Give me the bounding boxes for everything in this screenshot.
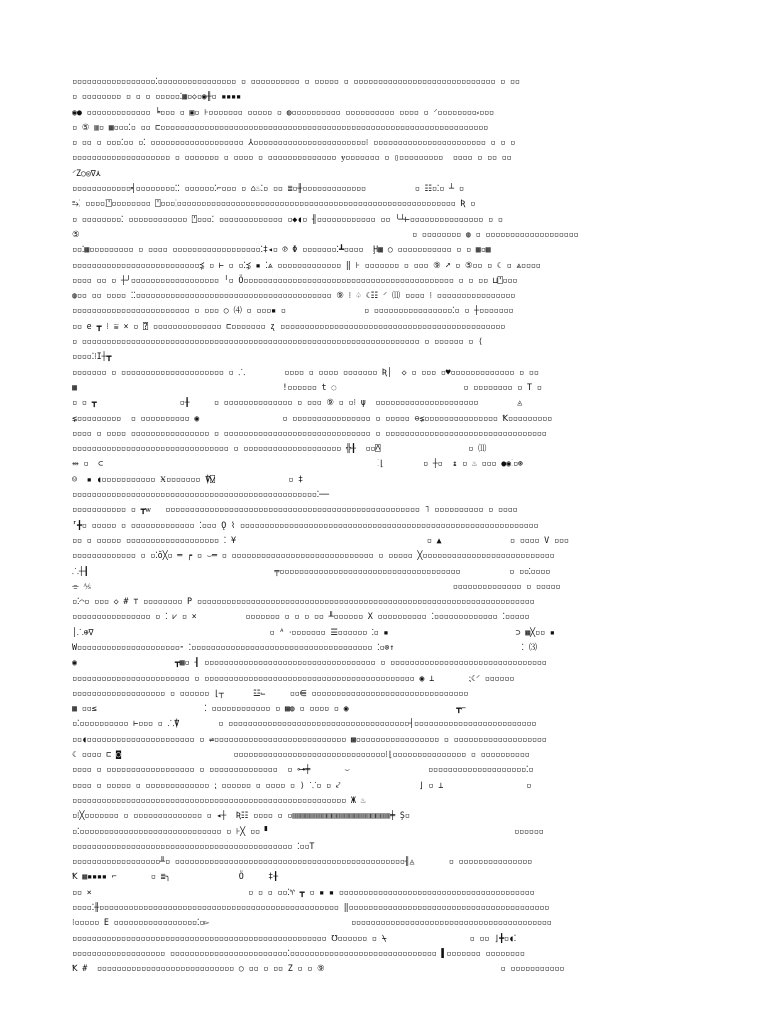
- text-line: ☾ ▫▫▫▫ ⊏ ◙ ▫▫▫▫▫▫▫▫▫▫▫▫▫▫▫▫▫▫▫▫▫▫▫▫▫▫▫▫▫▫▫⁝⌊▫▫▫▫▫▫▫▫▫▫▫▫▫▫▫ ▫ ▫▫▫▫▫▫▫▫▫▫: [72, 749, 530, 760]
- text-line: ▫▫▫▫▫▫▫▫▫▫▫ ▫ ┳ѡ ▫▫▫▫▫▫▫▫▫▫▫▫▫▫▫▫▫▫▫▫▫▫▫▫▫▫▫▫▫▫▫▫▫▫▫▫▫▫▫▫▫▫▫▫▫▫▫▫▫▫▫▫ ˥ ▫▫▫▫▫▫▫▫▫▫ ▫ ▫▫▫▫: [72, 504, 518, 515]
- text-line: ▫▫▫▫▫▫▫ ▫ ▫▫▫▫▫▫▫▫▫▫▫▫▫▫▫▫▫▫▫▫▫ ▫ ⸫ ▫▫▫▫ ▫ ▫▫▫▫ ▫▫▫▫▫▫▫ Ʀ│ ◇ ▫ ▫▫▫ ▫♥▫▫▫▫▫▫▫▫▫▫▫▫▫ ▫ ▫▫: [72, 366, 539, 377]
- text-line: ⋦▫▫▫▫▫▫▫▫▫ ▫ ▫▫▫▫▫▫▫▫▫▫ ◉ ▫ ▫▫▫▫▫▫▫▫▫▫▫▫▫▫▫▫ ▫ ▫▫▫▫▫ ⊖⋦▫▫▫▫▫▫▫▫▫▫▫▫▫▫▫ Ꝁ▫▫▫▫▫▫▫▫▫: [72, 412, 552, 423]
- text-line: ▫▫▫▫▫▫▫▫▫▫▫▫▫ ▫ ▫⁚ŏ╳▫ ═ ┍ ▫ ⌣═ ▫ ▫▫▫▫▫▫▫▫▫▫▫▫▫▫▫▫▫▫▫▫▫▫▫▫▫▫▫▫▫ ▫ ▫▫▫▫▫ ╳▫▫▫▫▫▫▫▫▫▫▫▫▫▫▫▫▫▫▫▫▫▫▫▫▫▫▫: [72, 550, 555, 561]
- text-line: ⸢╋▫ ▫▫▫▫▫ ▫ ▫▫▫▫▫▫▫▫▫▫▫▫▫ ⁚▫▫▫ Ǫ ⌇ ▫▫▫▫▫▫▫▫▫▫▫▫▫▫▫▫▫▫▫▫▫▫▫▫▫▫▫▫▫▫▫▫▫▫▫▫▫▫▫▫▫▫▫▫▫▫▫▫▫▫▫▫▫▫▫▫▫▫▫▫▫: [72, 519, 539, 530]
- text-line: ▫▫▫▫▫▫▫▫▫▫▫▫▫▫▫▫ ▫ ⁚ ⩗ ▫ × ▫▫▫▫▫▫▫ ▫ ▫ ▫ ▫▫ ╨▫▫▫▫▫▫ X ▫▫▫▫▫▫▫▫▫▫ ⁚▫▫▫▫▫▫▫▫▫▫▫▫▫ ⁚▫▫▫▫▫: [72, 611, 530, 622]
- text-line: ◉ ┳▦▫ ┨ ▫▫▫▫▫▫▫▫▫▫▫▫▫▫▫▫▫▫▫▫▫▫▫▫▫▫▫▫▫▫▫▫▫▫▫ ▫ ▫▫▫▫▫▫▫▫▫▫▫▫▫▫▫▫▫▫▫▫▫▫▫▫▫▫▫▫▫▫▫▫: [72, 657, 547, 668]
- text-line: ▦ ▫▫≤ ⁚ ▫▫▫▫▫▫▫▫▫▫▫▫ ▫ ▩◍ ▫ ▫▫▫▫ ▫ ◉ ┳⌐: [72, 703, 466, 714]
- text-line: ⑤ ▫ ▫▫▫▫▫▫▫▫ ◍ ▫ ▫▫▫▫▫▫▫▫▫▫▫▫▫▫▫▫▫▫▫: [72, 228, 579, 239]
- text-line: ▫ ▫▫▫▫▫▫▫▫ ▫ ▫ ▫ ▫▫▫▫▫⁚▦▫◇▫◉╫▫ ▪▪▪▪: [72, 91, 241, 102]
- text-line: ▫⁝╳▫▫▫▫▫▫▫ ▫ ▫▫▫▫▫▫▫▫▫▫▫▫▫▫ ▫ ◂┼ Ʀ☷ ▫▫▫▫ ▫ ▫▥▥▥▥▥▥▥▥▥▥▥▥▥▥▥▥▥▥▥▥╪ Ș▫: [72, 810, 410, 821]
- text-line: ◍▫▫ ▫▫ ▫▫▫▫ ⁚⁚▫▫▫▫▫▫▫▫▫▫▫▫▫▫▫▫▫▫▫▫▫▫▫▫▫▫▫▫▫▫▫▫▫▫▫▫▫▫▫▫ ⑨ ⁝ ♤ ☾☷ ⸍ ⑾ ▫▫▫▫ ⁝ ▫▫▫▫▫▫▫▫▫▫▫▫▫▫▫▫: [72, 290, 516, 301]
- text-line: ⥱⁚ ▫▫▫▫⁚⍞▫▫▫▫▫▫▫▫ ⍞▫▫▫⁚▫▫▫▫▫▫▫▫▫▫▫▫▫▫▫▫▫▫▫▫▫▫▫▫▫▫▫▫▫▫▫▫▫▫▫▫▫▫▫▫▫▫▫▫▫▫▫▫▫▫▫▫▫▫▫▫▫ Ʀ ▫: [72, 198, 476, 209]
- text-line: ▫▫▫▫▫▫▫▫▫▫▫▫╡▫▫▫▫▫▫▫▫⁚⁚ ▫▫▫▫▫▫⁚⌐▫▫▫ ▫ ⌂♨⁚▫ ▫▫ ≣▫╫▫▫▫▫▫▫▫▫▫▫▫▫▫ ▫ ☷▫⁚▫ ┴ ▫: [72, 183, 464, 194]
- text-line: ▫⁚▫▫▫▫▫▫▫▫▫▫▫▫▫▫▫▫▫▫▫▫▫▫▫▫▫▫▫▫▫ ▫ ⊦╳ ▫▫ ▘ ▫▫▫▫▫▫: [72, 825, 544, 836]
- text-line: ☹ ▪ ◖▫▫▫▫▫▫▫▫▫▫▫ Ӿ▫▫▫▫▫▫▫ ⍒⍌ ▫ ‡: [72, 473, 303, 484]
- text-line: ▫▫ ⨯ ▫ ▫ ▫ ▫▫⁚♈ ┳ ▫ ▪ ▪ ▫▫▫▫▫▫▫▫▫▫▫▫▫▫▫▫▫▫▫▫▫▫▫▫▫▫▫▫▫▫▫▫▫▫▫▫▫▫▫▫: [72, 886, 535, 897]
- text-line: ▫▫▫▫▫▫▫▫▫▫▫▫▫▫▫▫▫▫▫▫▫▫▫▫▫▫▫▫▫▫▫▫▫▫▫▫▫▫▫▫▫▫▫▫▫ ⁚▫▫T: [72, 840, 315, 851]
- text-line: ▫▫▫▫▫▫▫▫▫▫▫▫▫▫▫▫▫▫▫▫▫▫▫▫▫▫▫▫▫▫▫▫▫▫▫▫▫▫▫▫▫▫▫▫▫▫▫▫▫▫⁚──: [72, 489, 329, 500]
- text-line: ⥈ ▫ ⊂ ⁚⌊ ▫ ┼▫ ↨ ▫ ♨ ▫▫▫ ●◉⁚▫⊛: [72, 458, 523, 469]
- text-line: ▫▫▫▫ ▫ ▫▫▫▫▫▫▫▫▫▫▫▫▫▫▫▫▫▫ ▫ ▫▫▫▫▫▫▫▫▫▫▫▫▫▫ ▫ ⊶╪ ⌣ ▫▫▫▫▫▫▫▫▫▫▫▫▫▫▫▫▫▫▫▫⁚▫: [72, 764, 534, 775]
- text-line: ⸍Z○◎∇⋏: [72, 167, 101, 178]
- text-line: ▫▫▫▫⁚⁝I┼┳: [72, 351, 112, 362]
- text-line: ▫ ▫ ┳ ▫╂ ▫ ▫▫▫▫▫▫▫▫▫▫▫▫▫▫ ▫ ▫▫▫ ⑨ ▫ ▫⁝ ψ ▫▫▫▫▫▫▫▫▫▫▫▫▫▫▫▫▫▫▫▫▫ ◬: [72, 397, 523, 408]
- text-line: ▦ !▫▫▫▫▫▫ t ◌ ▫ ▫▫▫▫▫▫▫▫ ▫ T ▫: [72, 381, 542, 392]
- text-line: ⸫┼┨ ╤▫▫▫▫▫▫▫▫▫▫▫▫▫▫▫▫▫▫▫▫▫▫▫▫▫▫▫▫▫▫▫▫▫▫▫▫▫ ▫ ▫▫⁚▫▫▫▫: [72, 565, 551, 576]
- text-line: ▫▫▫▫▫▫▫▫▫▫▫▫▫▫▫▫▫▫╨▫ ▫▫▫▫▫▫▫▫▫▫▫▫▫▫▫▫▫▫▫▫▫▫▫▫▫▫▫▫▫▫▫▫▫▫▫▫▫▫▫▫▫▫▫▫▫▫▫╢◬ ▫ ▫▫▫▫▫▫▫▫▫▫▫▫▫▫▫: [72, 856, 532, 867]
- text-line: ▫ ▫▫ ▫ ▫▫▫⁚▫▫ ▫⁚ ▫▫▫▫▫▫▫▫▫▫▫▫▫▫▫▫▫▫▫ ⅄▫▫▫▫▫▫▫▫▫▫▫▫▫▫▫▫▫▫▫▫▫▫▫⁝ ▫▫▫▫▫▫▫▫▫▫▫▫▫▫▫▫▫▫▫▫▫▫▫ ▫ ▫ ▫: [72, 137, 516, 148]
- text-line: ⌯ ⅍ ▫▫▫▫▫▫▫▫▫▫▫▫▫▫ ▫ ▫▫▫▫▫: [72, 580, 561, 591]
- text-line: ▫⁚⌒▫ ▫▫▫ ◇ # ⊤ ▫▫▫▫▫▫▫▫ P ▫▫▫▫▫▫▫▫▫▫▫▫▫▫▫▫▫▫▫▫▫▫▫▫▫▫▫▫▫▫▫▫▫▫▫▫▫▫▫▫▫▫▫▫▫▫▫▫▫▫▫▫▫▫▫▫▫▫▫▫▫▫▫▫▫▫▫▫▫: [72, 596, 535, 607]
- text-line: ▫▫▫▫⁚╫▫▫▫▫▫▫▫▫▫▫▫▫▫▫▫▫▫▫▫▫▫▫▫▫▫▫▫▫▫▫▫▫▫▫▫▫▫▫▫▫▫▫▫▫▫▫▫▫▫ ‖▫▫▫▫▫▫▫▫▫▫▫▫▫▫▫▫▫▫▫▫▫▫▫▫▫▫▫▫▫▫▫▫▫▫▫▫▫▫▫▫▫: [72, 902, 550, 913]
- text-line: ▫▫▫▫▫▫▫▫▫▫▫▫▫▫▫▫▫▫▫▫▫▫▫▫▫▫▫▫▫▫▫▫▫▫▫▫▫▫▫▫▫▫▫▫▫▫▫▫▫▫▫▫▫▫▫▫ Ж ♨: [72, 794, 366, 805]
- text-line: ▫▫▫▫▫▫▫▫▫▫▫▫▫▫▫▫▫▫▫▫▫▫▫▫ ▫ ▫▫▫▫▫▫▫▫▫▫▫▫▫▫▫▫▫▫▫▫▫▫▫▫▫▫▫▫▫▫▫▫▫▫▫▫▫▫▫▫▫▫▫ ◉ ⊥ ⁏☾⸍ ▫▫▫▫▫▫: [72, 672, 515, 683]
- text-line: ▫▫▫▫▫▫▫▫▫▫▫▫▫▫▫▫▫▫▫▫ ▫ ▫▫▫▫▫▫▫ ▫ ▫▫▫▫ ▫ ▫▫▫▫▫▫▫▫▫▫▫▫▫▫ ɏ▫▫▫▫▫▫▫ ▫ ▯▫▫▫▫▫▫▫▫▫ ▫▫▫▫ ▫ ▫▫ ▫▫: [72, 152, 512, 163]
- text-line: │⸫⊕∇ ▫ ᴬ ⸱▫▫▫▫▫▫▫ ☰▫▫▫▫▫▫ ⁚▫ ▪ ⊃ ▩╳▫▫ ▪: [72, 626, 555, 637]
- text-line: ⁝▫▫▫▫▫ E ▫▫▫▫▫▫▫▫▫▫▫▫▫▫▫▫▫⁚▫▻ ▫▫▫▫▫▫▫▫▫▫▫▫▫▫▫▫▫▫▫▫▫▫▫▫▫▫▫▫▫▫▫▫▫▫▫▫▫▫▫▫▫: [72, 917, 552, 928]
- text-line: ▫▫ e ┳ ⁝ ⩸ × ▫ ⍰ ▫▫▫▫▫▫▫▫▫▫▫▫▫▫ ⊏▫▫▫▫▫▫▫ ʐ ▫▫▫▫▫▫▫▫▫▫▫▫▫▫▫▫▫▫▫▫▫▫▫▫▫▫▫▫▫▫▫▫▫▫▫▫▫▫▫▫▫▫▫▫▫▫: [72, 320, 506, 331]
- text-line: ▫▫▫▫ ▫ ▫▫▫▫ ▫▫▫▫▫▫▫▫▫▫▫▫▫▫▫▫ ▫ ▫▫▫▫▫▫▫▫▫▫▫▫▫▫▫▫▫▫▫▫▫▫▫▫▫▫▫▫▫▫ ▫ ▫▫▫▫▫▫▫▫▫▫▫▫▫▫▫▫▫▫▫▫▫▫▫▫▫▫▫▫▫▫▫▫▫: [72, 427, 547, 438]
- text-line: ▫▫▫▫▫▫▫▫▫▫▫▫▫▫▫▫▫▫▫▫▫▫▫▫ ▫ ▫▫▫ ○ ⑷ ▫ ▫▫▫▪ ▫ ▫ ▫▫▫▫▫▫▫▫▫▫▫▫▫▫▫▫⁚▫ ▫ ┼▫▫▫▫▫▫▫: [72, 305, 514, 316]
- text-line: ▫ ⑤ ▥▫ ▦▫▫▫⁚▫ ▫▫ ⊏▫▫▫▫▫▫▫▫▫▫▫▫▫▫▫▫▫▫▫▫▫▫▫▫▫▫▫▫▫▫▫▫▫▫▫▫▫▫▫▫▫▫▫▫▫▫▫▫▫▫▫▫▫▫▫▫▫▫▫▫▫▫▫▫▫▫▫: [72, 121, 488, 132]
- text-line: ▫▫▫▫▫▫▫▫▫▫▫▫▫▫▫▫▫▫▫▫▫▫▫▫▫▫▫▫▫▫▫▫▫▫▫▫▫▫▫▫▫▫▫▫▫▫▫▫▫▫▫▫ ℧▫▫▫▫▫▫ ▫ ⍀ ▫ ▫▫ ⌋╋▫◖⁚: [72, 932, 517, 943]
- text-line: ▫▫▫▫ ▫▫ ▫ ┼╯▫▫▫▫▫▫▫▫▫▫▫▫▫▫▫▫▫▫ ╵▫ Ö▫▫▫▫▫▫▫▫▫▫▫▫▫▫▫▫▫▫▫▫▫▫▫▫▫▫▫▫▫▫▫▫▫▫▫▫▫▫▫▫▫▫▫ ▫ ▫ ▫▫ ⊔⍞▫▫▫: [72, 274, 518, 285]
- document-body: [72, 74, 696, 974]
- text-line: ▫▫▫▫▫▫▫▫▫▫▫▫▫▫▫▫▫⁚▫▫▫▫▫▫▫▫▫▫▫▫▫▫▫▫ ▫ ▫▫▫▫▫▫▫▫▫▫ ▫ ▫▫▫▫▫ ▫ ▫▫▫▫▫▫▫▫▫▫▫▫▫▫▫▫▫▫▫▫▫▫▫▫▫▫▫▫▫ ▫ ▫▫: [72, 76, 520, 86]
- text-line: ▫⁚▫▫▫▫▫▫▫▫▫▫ ⊢▫▫▫ ▫ ⸫⍒ ▫ ▫▫▫▫▫▫▫▫▫▫▫▫▫▫▫▫▫▫▫▫▫▫▫▫▫▫▫▫▫▫▫▫▫▫▫▫▫┤▫▫▫▫▫▫▫▫▫▫▫▫▫▫▫▫▫▫▫▫▫▫▫▫▫: [72, 718, 537, 729]
- text-line: ▫▫▫▫▫▫▫▫▫▫▫▫▫▫▫▫▫▫▫▫▫▫▫▫▫▫▫▫▫▫▫▫ ▫ ▫▫▫▫▫▫▫▫▫▫▫▫▫▫▫▫▫▫▫▫ ╬╂ ▫▫⍓ ▫ ⑾: [72, 443, 487, 454]
- text-line: W▫▫▫▫▫▫▫▫▫▫▫▫▫▫▫▫▫▫▫▫▫⁃ ⁚▫▫▫▫▫▫▫▫▫▫▫▫▫▫▫▫▫▫▫▫▫▫▫▫▫▫▫▫▫▫▫▫▫▫▫▫▫ ⁚▫⊚↑ ⁚ ⑶: [72, 641, 537, 652]
- text-line: ◉● ▫▫▫▫▫▫▫▫▫▫▫▫▫ ╘▫▫▫ ▫ ▣▫ ⊦▫▫▫▫▫▫▫ ▫▫▫▫▫ ▫ ◍▫▫▫▫▫▫▫▫▫▫ ▫▫▫▫▫▫▫▫▫▫ ▫▫▫▫ ▫ ⸍▫▫▫▫▫▫▫▫⸗▫▫▫: [72, 106, 494, 117]
- text-line: ▫▫◖▫▫▫▫▫▫▫▫▫▫▫▫▫▫▫▫▫▫▫▫▫▫ ▫ ⇌▫▫▫▫▫▫▫▫▫▫▫▫▫▫▫▫▫▫▫▫▫▫▫▫▫▫▫ ▩▫▫▫▫▫▫▫▫▫▫▫▫▫▫▫▫▫ ▫ ▫▫▫▫▫▫▫▫▫▫▫▫▫▫▫▫▫▫▫: [72, 733, 547, 744]
- text-line: ▫▫⁚▦▫▫▫▫▫▫▫▫▫ ▫ ▫▫▫▫ ▫▫▫▫▫▫▫▫▫▫▫▫▫▫▫▫▫▫⁚‡◂▫ ℗ Φ ▫▫▫▫▫▫▫⁚┻▫▫▫▫ Ḩ▦ ○ ▫▫▫▫▫▫▫▫▫▫▫ ▫ ▫ ▦▫▦: [72, 244, 491, 255]
- text-line: ▫ ▫▫▫▫▫▫▫▫▫▫▫▫▫▫▫▫▫▫▫▫▫▫▫▫▫▫▫▫▫▫▫▫▫▫▫▫▫▫▫▫▫▫▫▫▫▫▫▫▫▫▫▫▫▫▫▫▫▫▫▫▫▫▫▫▫▫▫▫▫ ▫ ▫▫▫▫▫▫ ▫ ⟨: [72, 336, 483, 347]
- text-line: ▫▫▫▫▫▫▫▫▫▫▫▫▫▫▫▫▫▫▫ ▫▫▫▫▫▫▫▫▫▫▫▫▫▫▫▫▫▫▫▫▫▫▫▫⁚▫▫▫▫▫▫▫▫▫▫▫▫▫▫▫▫▫▫▫▫▫▫▫▫▫▫▫▫▫▫ ▌▫▫▫▫▫▫▫ ▫▫▫▫▫▫▫▫: [72, 947, 525, 958]
- text-line: ▫ ▫▫▫▫▫▫▫▫⁚ ▫▫▫▫▫▫▫▫▫▫▫▫ ⍞▫▫▫⁚ ▫▫▫▫▫▫▫▫▫▫▫▫▫ ▫◆◖▫ ╢▫▫▫▫▫▫▫▫▫▫▫▫ ▫▫ ╰┴⊢▫▫▫▫▫▫▫▫▫▫▫▫▫▫▫ ▫ ▫: [72, 213, 503, 224]
- text-line: Ꝁ # ▫▫▫▫▫▫▫▫▫▫▫▫▫▫▫▫▫▫▫▫▫▫▫▫▫▫▫▫ ○ ▫▫ ▫ ▫▫ Z ▫ ▫ ⑨ ▫ ▫▫▫▫▫▫▫▫▫▫▫: [72, 963, 565, 974]
- text-line: ▫▫▫▫▫▫▫▫▫▫▫▫▫▫▫▫▫▫▫▫▫▫▫▫▫▫⋨ ▫ ⊢ ▫ ▫⁚⋨ ▪ ⁚⩓ ▫▫▫▫▫▫▫▫▫▫▫▫▫ ‖ ⊦ ▫▫▫▫▫▫▫ ▫ ▫▫▫ ⑨ ➚ ▫ ⑤▫▫ ▫ ☾ ▫ ⩓▫▫▫▫: [72, 259, 541, 270]
- text-line: Ꝁ ▩▪▪▪▪ ⌐ ▫ ≣╮ Ö ‡╂: [72, 871, 278, 882]
- text-line: ▫▫▫▫▫▫▫▫▫▫▫▫▫▫▫▫▫▫▫ ▫ ▫▫▫▫▫▫ ⌊┬ ☳⌙ ▫▫⋹ ▫▫▫▫▫▫▫▫▫▫▫▫▫▫▫▫▫▫▫▫▫▫▫▫▫▫▫▫▫▫▫▫: [72, 687, 469, 698]
- text-line: ▫▫▫▫ ▫ ▫▫▫▫▫ ▫ ▫▫▫▫▫▫▫▫▫▫▫▫▫ ⁏ ▫▫▫▫▫▫ ▫ ▫▫▫▫ ▫ ⟩ ⸪▫ ▫ ⤦ ⌋ ▫ ⊥ ▫: [72, 779, 532, 790]
- text-line: ▫▫ ▫ ▫▫▫▫▫ ▫▫▫▫▫▫▫▫▫▫▫▫▫▫▫▫▫▫▫ ⁚ ¥ ▫ ▲ ▫ ▫▫▫▫ V ▫▫▫: [72, 534, 569, 545]
